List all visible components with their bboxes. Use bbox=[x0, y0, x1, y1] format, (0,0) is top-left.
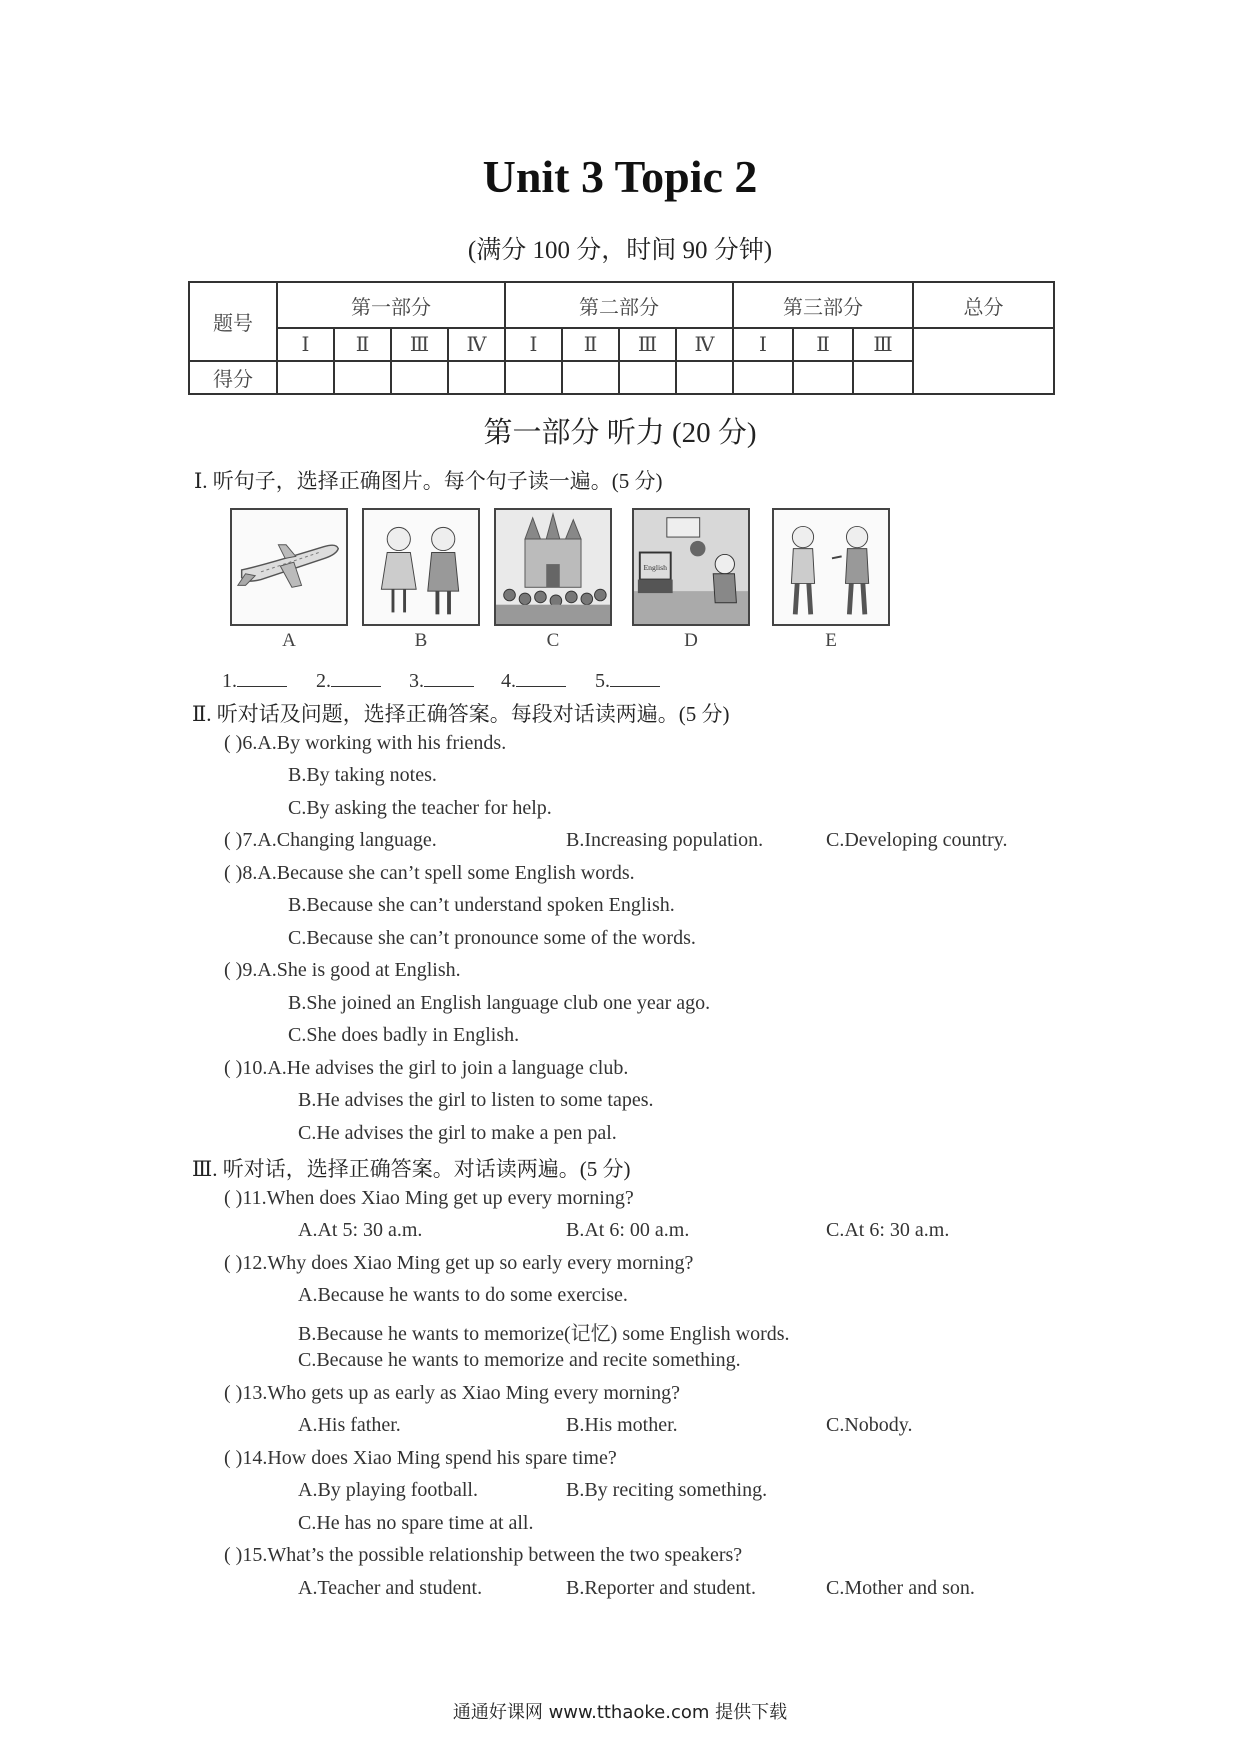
option-line: A.By playing football. bbox=[298, 1479, 478, 1501]
score-cell[interactable] bbox=[334, 361, 391, 394]
two-girls-talking-icon bbox=[364, 510, 478, 624]
picture-e bbox=[772, 508, 890, 626]
option-line: C.Nobody. bbox=[826, 1414, 913, 1436]
score-cell[interactable] bbox=[277, 361, 334, 394]
score-cell[interactable] bbox=[505, 361, 562, 394]
numeral-cell: Ⅰ bbox=[733, 328, 793, 361]
blank-1[interactable]: 1. bbox=[222, 668, 287, 693]
total-score-cell[interactable] bbox=[913, 328, 1054, 394]
option-line: C.Because he wants to memorize and recite something. bbox=[298, 1349, 741, 1371]
score-label-cell: 得分 bbox=[189, 361, 277, 394]
option-line: B.His mother. bbox=[566, 1414, 678, 1436]
option-line: C.At 6: 30 a.m. bbox=[826, 1219, 950, 1241]
option-line: B.She joined an English language club one year ago. bbox=[288, 992, 711, 1014]
picture-c bbox=[494, 508, 612, 626]
option-line: B.By reciting something. bbox=[566, 1479, 768, 1501]
question-line: ( )6.A.By working with his friends. bbox=[224, 732, 507, 754]
option-line: A.Teacher and student. bbox=[298, 1577, 483, 1599]
picture-e-label: E bbox=[825, 630, 837, 651]
question-line: ( )11.When does Xiao Ming get up every morning? bbox=[224, 1187, 634, 1209]
option-line: B.He advises the girl to listen to some tapes. bbox=[298, 1089, 654, 1111]
numeral-cell: Ⅲ bbox=[853, 328, 913, 361]
option-line: B.Increasing population. bbox=[566, 829, 764, 851]
blank-5[interactable]: 5. bbox=[595, 668, 660, 693]
picture-c-label: C bbox=[546, 630, 560, 651]
score-cell[interactable] bbox=[733, 361, 793, 394]
numeral-cell: Ⅱ bbox=[793, 328, 853, 361]
section1-heading: Ⅰ. 听句子，选择正确图片。每个句子读一遍。(5 分) bbox=[194, 469, 663, 493]
numeral-cell: Ⅲ bbox=[391, 328, 448, 361]
option-line: B.At 6: 00 a.m. bbox=[566, 1219, 690, 1241]
score-cell[interactable] bbox=[391, 361, 448, 394]
footer-source: 通通好课网 www.tthaoke.com 提供下载 bbox=[452, 1702, 788, 1723]
section2-heading: Ⅱ. 听对话及问题，选择正确答案。每段对话读两遍。(5 分) bbox=[192, 702, 730, 726]
score-cell[interactable] bbox=[853, 361, 913, 394]
numeral-cell: Ⅰ bbox=[505, 328, 562, 361]
numeral-cell: Ⅳ bbox=[448, 328, 505, 361]
blank-4[interactable]: 4. bbox=[501, 668, 566, 693]
option-line: A.His father. bbox=[298, 1414, 401, 1436]
option-line: C.He advises the girl to make a pen pal. bbox=[298, 1122, 617, 1144]
score-cell[interactable] bbox=[448, 361, 505, 394]
option-line: B.Because she can’t understand spoken English. bbox=[288, 894, 675, 916]
question-line: ( )9.A.She is good at English. bbox=[224, 959, 461, 981]
picture-b-label: B bbox=[414, 630, 428, 651]
option-line: C.He has no spare time at all. bbox=[298, 1512, 534, 1534]
part-header-3: 第三部分 bbox=[733, 282, 913, 328]
score-table bbox=[188, 281, 1055, 395]
picture-b bbox=[362, 508, 480, 626]
question-line: ( )7.A.Changing language. bbox=[224, 829, 437, 851]
question-line: ( )12.Why does Xiao Ming get up so early every morning? bbox=[224, 1252, 694, 1274]
question-line: ( )10.A.He advises the girl to join a language club. bbox=[224, 1057, 629, 1079]
option-line: B.Because he wants to memorize(记忆) some English words. bbox=[298, 1323, 790, 1345]
picture-d-label: D bbox=[684, 630, 698, 651]
section3-heading: Ⅲ. 听对话，选择正确答案。对话读两遍。(5 分) bbox=[192, 1157, 631, 1181]
numeral-cell: Ⅱ bbox=[562, 328, 619, 361]
blank-3[interactable]: 3. bbox=[409, 668, 474, 693]
numeral-cell: Ⅲ bbox=[619, 328, 676, 361]
question-line: ( )8.A.Because she can’t spell some English words. bbox=[224, 862, 635, 884]
question-line: ( )14.How does Xiao Ming spend his spare time? bbox=[224, 1447, 617, 1469]
numeral-cell: Ⅱ bbox=[334, 328, 391, 361]
option-line: C.By asking the teacher for help. bbox=[288, 797, 552, 819]
part1-title: 第一部分 听力 (20 分) bbox=[483, 417, 757, 449]
two-boys-talking-icon bbox=[774, 510, 888, 624]
part-header-1: 第一部分 bbox=[277, 282, 505, 328]
part-header-2: 第二部分 bbox=[505, 282, 733, 328]
option-line: A.At 5: 30 a.m. bbox=[298, 1219, 423, 1241]
option-line: A.Because he wants to do some exercise. bbox=[298, 1284, 628, 1306]
option-line: C.Mother and son. bbox=[826, 1577, 975, 1599]
score-cell[interactable] bbox=[793, 361, 853, 394]
boy-watching-english-tv-icon bbox=[634, 510, 748, 624]
picture-a bbox=[230, 508, 348, 626]
option-line: B.Reporter and student. bbox=[566, 1577, 756, 1599]
castle-park-crowd-icon bbox=[496, 510, 610, 624]
page-subtitle: (满分 100 分，时间 90 分钟) bbox=[467, 237, 773, 264]
airplane-icon bbox=[232, 510, 346, 624]
row-header-cell: 题号 bbox=[189, 282, 277, 361]
picture-d bbox=[632, 508, 750, 626]
total-header: 总分 bbox=[913, 282, 1054, 328]
picture-a-label: A bbox=[282, 630, 296, 651]
option-line: C.Developing country. bbox=[826, 829, 1008, 851]
option-line: C.Because she can’t pronounce some of the words. bbox=[288, 927, 696, 949]
page-title: Unit 3 Topic 2 bbox=[482, 151, 758, 202]
numeral-cell: Ⅰ bbox=[277, 328, 334, 361]
score-cell[interactable] bbox=[562, 361, 619, 394]
score-cell[interactable] bbox=[619, 361, 676, 394]
svg-text:English: English bbox=[643, 562, 668, 572]
option-line: B.By taking notes. bbox=[288, 764, 437, 786]
blank-2[interactable]: 2. bbox=[316, 668, 381, 693]
question-line: ( )15.What’s the possible relationship between the two speakers? bbox=[224, 1544, 743, 1566]
option-line: C.She does badly in English. bbox=[288, 1024, 520, 1046]
numeral-cell: Ⅳ bbox=[676, 328, 733, 361]
question-line: ( )13.Who gets up as early as Xiao Ming every morning? bbox=[224, 1382, 680, 1404]
score-cell[interactable] bbox=[676, 361, 733, 394]
